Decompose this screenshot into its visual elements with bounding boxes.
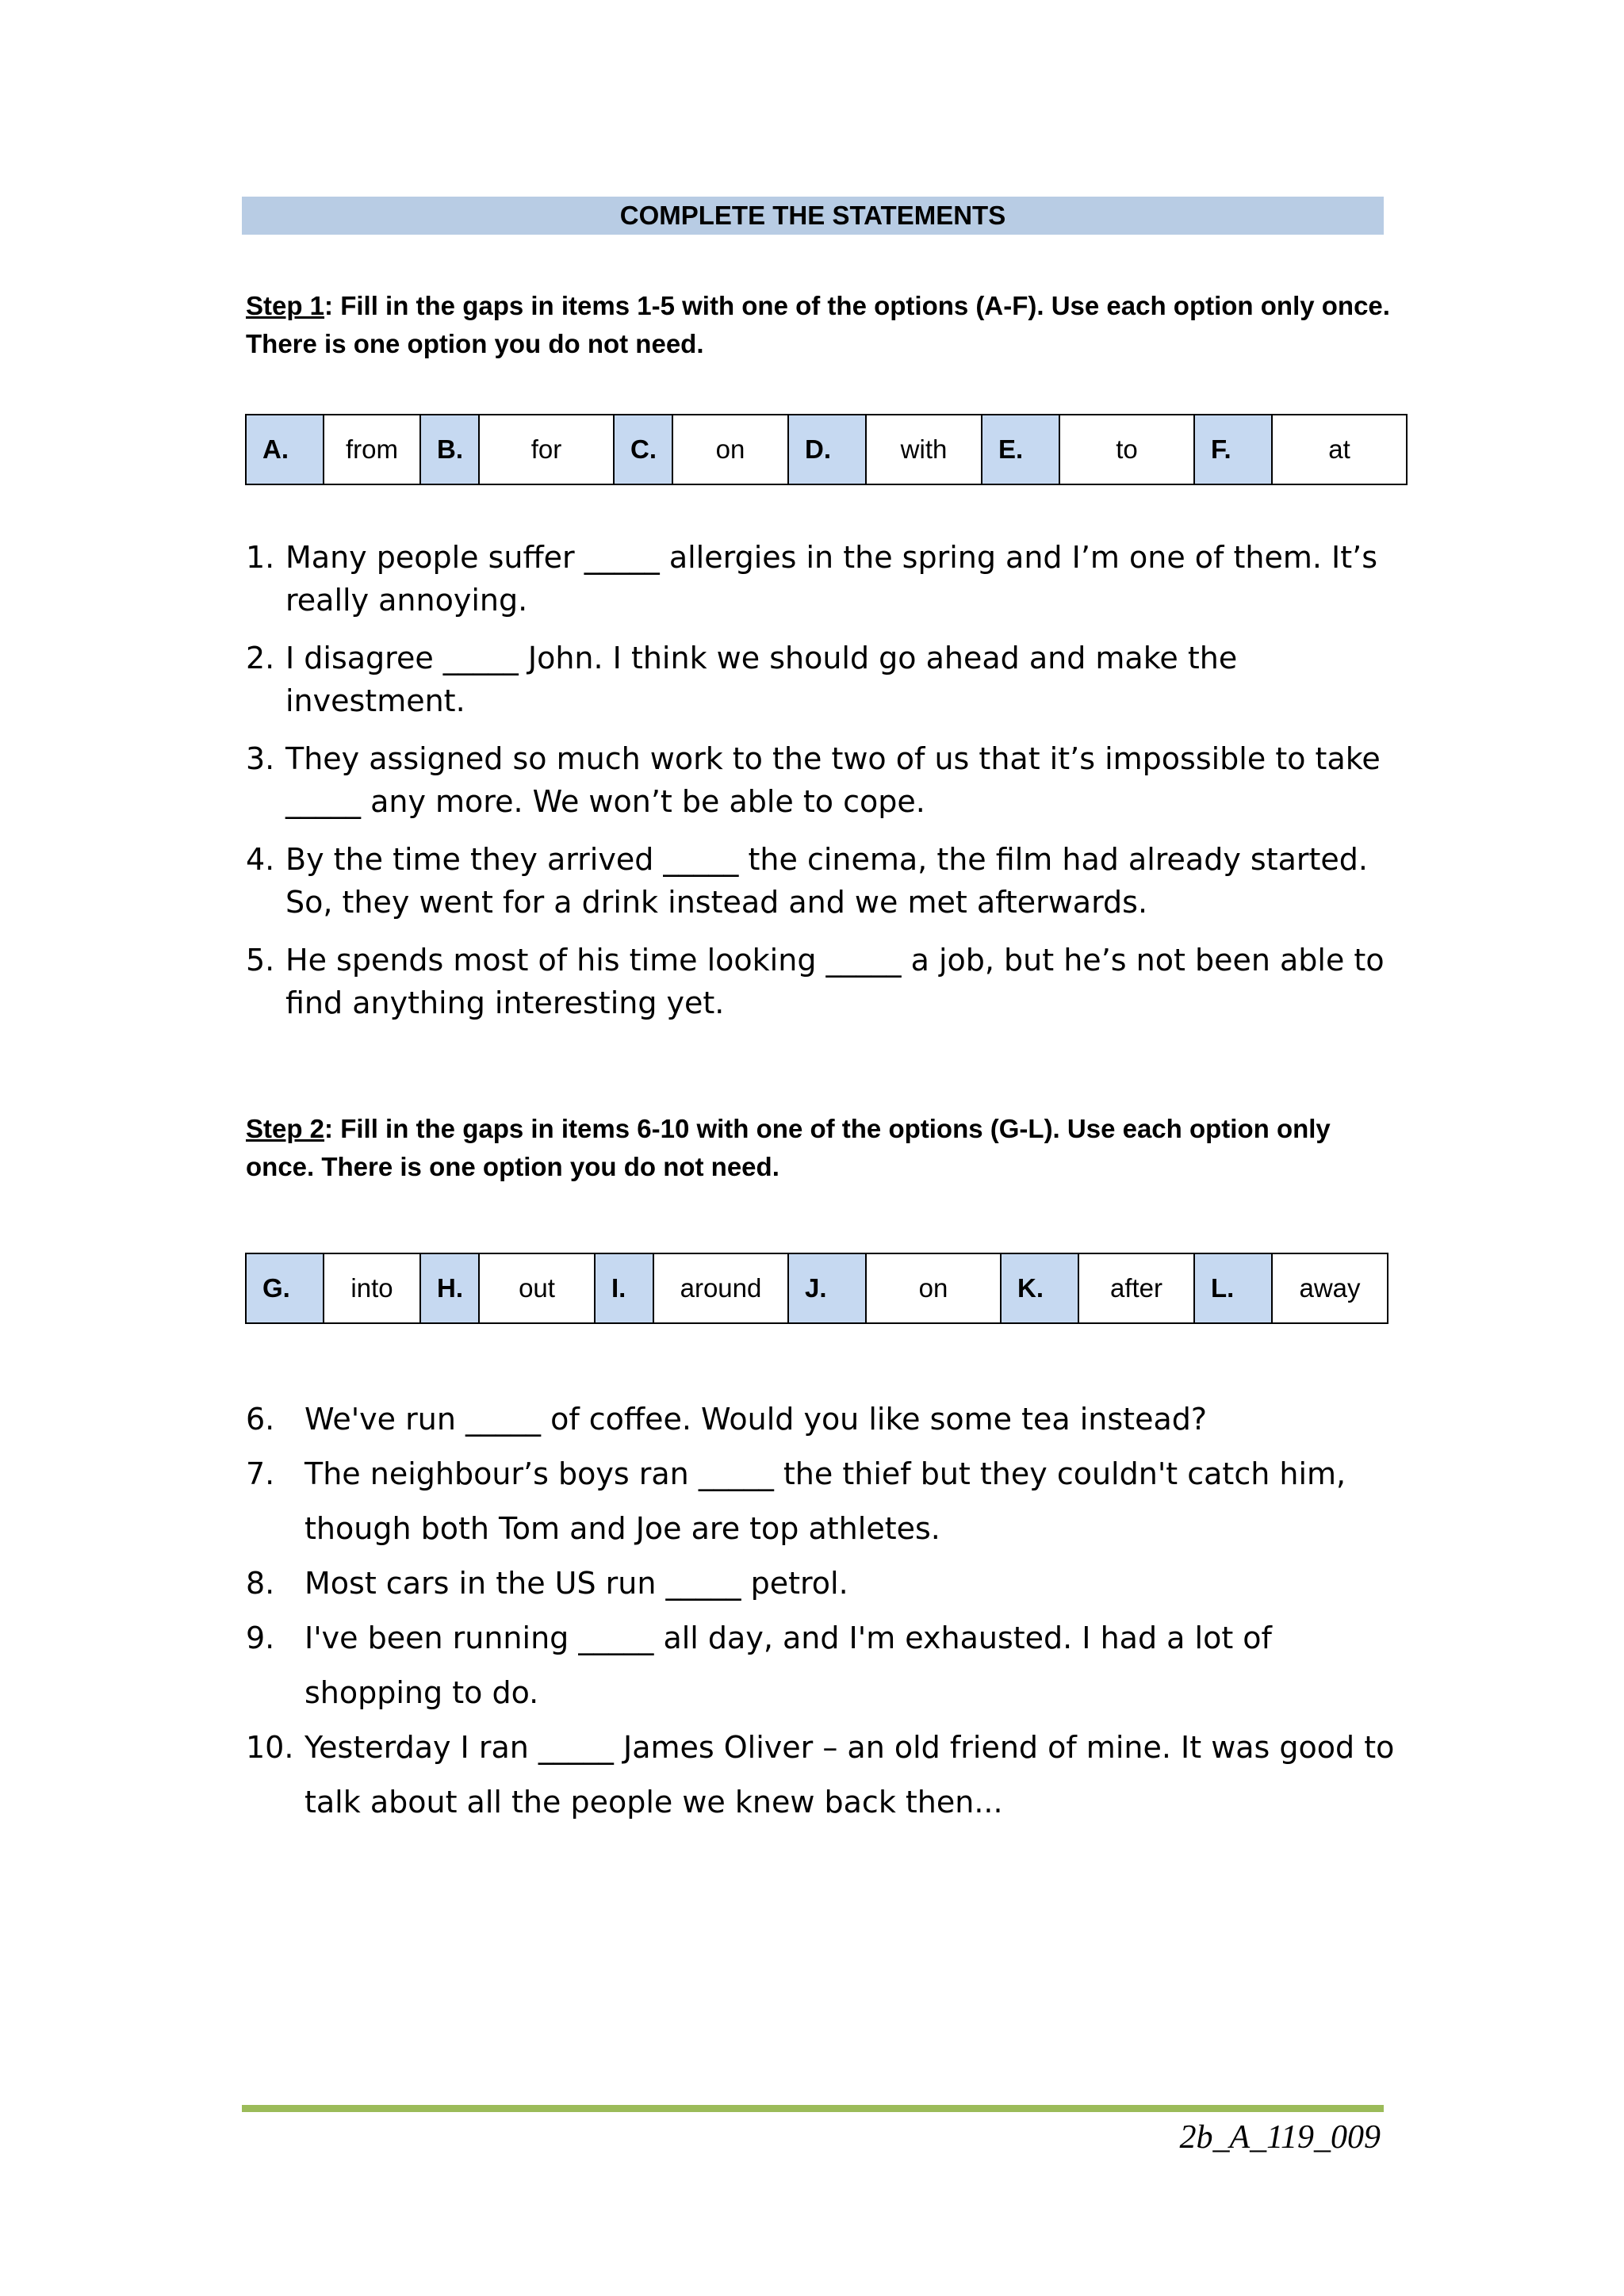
option-word: around <box>653 1253 788 1323</box>
step2-instruction-text: : Fill in the gaps in items 6-10 with one of the options (G-L). Use each option only once. There is one option you do not need. <box>246 1114 1331 1181</box>
list-item <box>246 1556 1396 1611</box>
step1-options-row <box>246 415 1407 484</box>
option-letter: B. <box>420 415 479 484</box>
list-item <box>246 737 1396 823</box>
step1-items-list <box>246 536 1396 1039</box>
item-text: We've run _____ of coffee. Would you like some tea instead? <box>304 1402 1208 1437</box>
option-letter: J. <box>788 1253 866 1323</box>
option-letter: K. <box>1001 1253 1078 1323</box>
list-item <box>246 838 1396 924</box>
option-letter: D. <box>788 415 866 484</box>
list-item <box>246 939 1396 1024</box>
step2-label: Step 2 <box>246 1114 325 1143</box>
option-letter: G. <box>246 1253 324 1323</box>
option-word: into <box>324 1253 420 1323</box>
item-number: 2. <box>246 641 275 675</box>
step1-label: Step 1 <box>246 291 325 320</box>
option-letter: I. <box>595 1253 653 1323</box>
step1-instruction-text: : Fill in the gaps in items 1-5 with one of the options (A-F). Use each option only once. There is one option you do not need. <box>246 291 1390 358</box>
list-item <box>246 536 1396 622</box>
step2-items-list <box>246 1392 1396 1830</box>
option-word: for <box>479 415 614 484</box>
option-word: at <box>1272 415 1407 484</box>
list-item <box>246 1447 1396 1556</box>
item-text: Many people suffer _____ allergies in the spring and I’m one of them. It’s really annoying. <box>285 540 1378 618</box>
item-number: 6. <box>246 1402 275 1437</box>
item-text: Most cars in the US run _____ petrol. <box>304 1566 848 1601</box>
step2-options-row <box>246 1253 1388 1323</box>
item-number: 5. <box>246 943 275 978</box>
item-text: Yesterday I ran _____ James Oliver – an old friend of mine. It was good to talk about all the people we knew back then... <box>304 1730 1395 1820</box>
list-item <box>246 1392 1396 1447</box>
item-number: 7. <box>246 1456 275 1491</box>
option-letter: L. <box>1194 1253 1272 1323</box>
option-word: away <box>1272 1253 1388 1323</box>
option-word: after <box>1078 1253 1194 1323</box>
option-letter: A. <box>246 415 324 484</box>
step2-options-table <box>245 1253 1388 1324</box>
item-number: 8. <box>246 1566 275 1601</box>
item-text: I've been running _____ all day, and I'm exhausted. I had a lot of shopping to do. <box>304 1621 1272 1710</box>
option-word: to <box>1059 415 1194 484</box>
document-code: 2b_A_119_009 <box>1179 2119 1381 2156</box>
item-number: 1. <box>246 540 275 575</box>
option-letter: E. <box>982 415 1059 484</box>
item-text: By the time they arrived _____ the cinema, the film had already started. So, they went for a drink instead and we met afterwards. <box>285 842 1368 920</box>
footer-divider <box>242 2105 1384 2112</box>
option-letter: C. <box>614 415 672 484</box>
item-number: 4. <box>246 842 275 877</box>
option-letter: H. <box>420 1253 479 1323</box>
step1-options-table <box>245 414 1408 485</box>
step1-instructions <box>246 287 1404 363</box>
list-item <box>246 1720 1396 1830</box>
option-word: from <box>324 415 420 484</box>
item-text: They assigned so much work to the two of us that it’s impossible to take _____ any more. We won’t be able to cope. <box>285 741 1381 819</box>
page-title: COMPLETE THE STATEMENTS <box>242 197 1384 235</box>
option-letter: F. <box>1194 415 1272 484</box>
item-number: 9. <box>246 1621 275 1655</box>
list-item <box>246 1611 1396 1720</box>
item-text: I disagree _____ John. I think we should go ahead and make the investment. <box>285 641 1238 718</box>
option-word: out <box>479 1253 595 1323</box>
item-text: The neighbour’s boys ran _____ the thief but they couldn't catch him, though both Tom and Joe are top athletes. <box>304 1456 1346 1546</box>
option-word: on <box>672 415 788 484</box>
item-text: He spends most of his time looking _____ a job, but he’s not been able to find anything interesting yet. <box>285 943 1385 1020</box>
item-number: 10. <box>246 1730 294 1765</box>
step2-instructions <box>246 1110 1404 1186</box>
option-word: on <box>866 1253 1001 1323</box>
list-item <box>246 637 1396 722</box>
item-number: 3. <box>246 741 275 776</box>
option-word: with <box>866 415 982 484</box>
